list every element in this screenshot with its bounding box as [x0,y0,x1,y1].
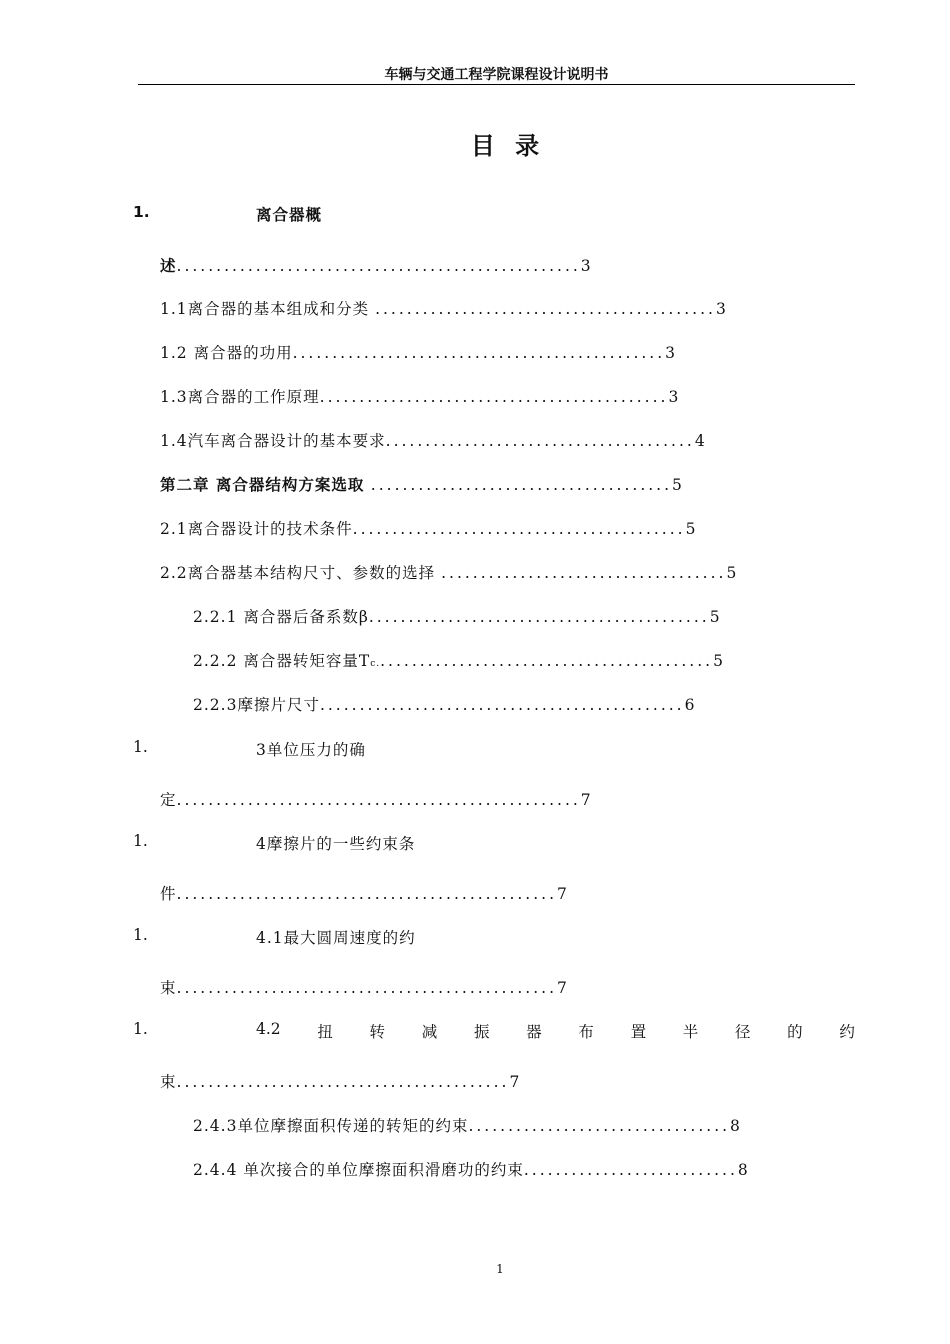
toc-s4-label: 4摩擦片的一些约束条 [256,835,416,853]
toc-dots: ........................................... [375,300,716,318]
toc-ch1-entry[interactable] [160,254,592,276]
toc-label: 第二章 离合器结构方案选取 [160,476,371,494]
toc-dots: ................................................... [176,791,581,809]
toc-s2-2-2[interactable] [193,649,724,671]
toc-s2-2-3[interactable] [193,693,695,715]
toc-label: 1.3离合器的工作原理 [160,388,320,406]
toc-s1-3[interactable] [160,385,679,407]
toc-ch1-cont: 述 [160,257,177,275]
toc-word: 径 [734,1023,751,1041]
toc-word: 振 [473,1023,490,1041]
toc-dots: .......................................... [176,1073,510,1091]
toc-label-cont: 定 [160,791,177,809]
toc-word: 半 [682,1023,699,1041]
toc-word: 器 [526,1023,542,1041]
toc-label-cont: 件 [160,885,177,903]
toc-s1-2[interactable] [160,341,676,363]
toc-label-subscript: c. [370,659,381,669]
toc-s3-number: 1. [133,738,148,756]
toc-label: 2.1离合器设计的技术条件 [160,520,353,538]
toc-label: 1.2 离合器的功用 [160,344,293,362]
toc-label: 2.2.3摩擦片尺寸 [193,696,320,714]
toc-page: 8 [730,1117,741,1135]
toc-dots: ................................. [468,1117,731,1135]
toc-word: 转 [369,1023,386,1041]
toc-s4-number: 1. [133,832,148,850]
page-title: 目 录 [470,132,546,160]
toc-page: 3 [715,300,727,318]
toc-dots: ................................................ [176,979,558,997]
toc-dots: .............................................. [319,696,685,714]
toc-s4-2-label [256,1020,855,1042]
toc-page: 5 [713,652,724,670]
toc-ch1-number: 1. [133,203,150,221]
toc-dots: .......................................... [380,652,714,670]
toc-s4-entry[interactable] [160,882,568,904]
toc-page: 7 [580,791,592,809]
toc-word: 减 [421,1023,438,1041]
toc-dots: ............................................ [319,388,669,406]
toc-page: 5 [726,564,738,582]
toc-word: 扭 [317,1023,333,1041]
page-number: 1 [496,1262,504,1276]
toc-word: 置 [630,1023,647,1041]
toc-label: 2.2离合器基本结构尺寸、参数的选择 [160,564,442,582]
toc-s4-1-label: 4.1最大圆周速度的约 [256,929,416,947]
toc-dots: ........................... [523,1161,738,1179]
toc-dots: ............................................... [292,344,666,362]
toc-label: 2.4.3单位摩擦面积传递的转矩的约束 [193,1117,469,1135]
toc-page: 5 [685,520,697,538]
header-rule [138,84,855,85]
toc-dots: ................................................ [176,885,558,903]
toc-page: 5 [709,608,721,626]
toc-page: 7 [557,885,568,903]
toc-s1-4[interactable] [160,429,706,451]
toc-dots: .................................... [441,564,727,582]
toc-s1-1[interactable] [160,297,727,319]
toc-dots: .......................................... [352,520,686,538]
toc-label: 2.4.4 单次接合的单位摩擦面积滑磨功的约束 [193,1161,524,1179]
toc-page: 3 [668,388,680,406]
toc-label-cont: 束 [160,979,177,997]
page-header: 车辆与交通工程学院课程设计说明书 [384,67,609,83]
toc-s4-1-entry[interactable] [160,976,568,998]
toc-page: 3 [665,344,677,362]
toc-s4-2-entry[interactable] [160,1070,520,1092]
toc-s2-2[interactable] [160,561,737,583]
toc-word: 约 [839,1023,855,1041]
toc-label: 2.2.1 离合器后备系数β [193,608,369,626]
toc-s4-1-number: 1. [133,926,148,944]
toc-s3-entry[interactable] [160,788,592,810]
toc-word: 的 [787,1023,803,1041]
toc-page: 6 [684,696,696,714]
toc-dots: ........................................... [368,608,710,626]
toc-s2-4-3[interactable] [193,1114,741,1136]
toc-page: 8 [737,1161,749,1179]
toc-page: 4 [694,432,706,450]
toc-ch1-label: 离合器概 [256,206,323,224]
toc-label: 1.1离合器的基本组成和分类 [160,300,376,318]
toc-s3-label: 3单位压力的确 [256,741,366,759]
toc-ch2[interactable] [160,473,683,495]
toc-s2-1[interactable] [160,517,696,539]
toc-page: 3 [580,257,592,275]
toc-dots: ................................................... [176,257,581,275]
toc-word: 布 [578,1023,594,1041]
toc-dots: ...................................... [370,476,673,494]
toc-s2-4-4[interactable] [193,1158,749,1180]
toc-word: 4.2 [256,1020,281,1038]
toc-label: 1.4汽车离合器设计的基本要求 [160,432,386,450]
toc-s4-2-number: 1. [133,1020,148,1038]
toc-page: 7 [509,1073,521,1091]
toc-label: 2.2.2 离合器转矩容量T [193,652,371,670]
toc-label-cont: 束 [160,1073,177,1091]
toc-page: 5 [672,476,683,494]
toc-dots: ....................................... [385,432,695,450]
toc-s2-2-1[interactable] [193,605,721,627]
toc-page: 7 [557,979,568,997]
